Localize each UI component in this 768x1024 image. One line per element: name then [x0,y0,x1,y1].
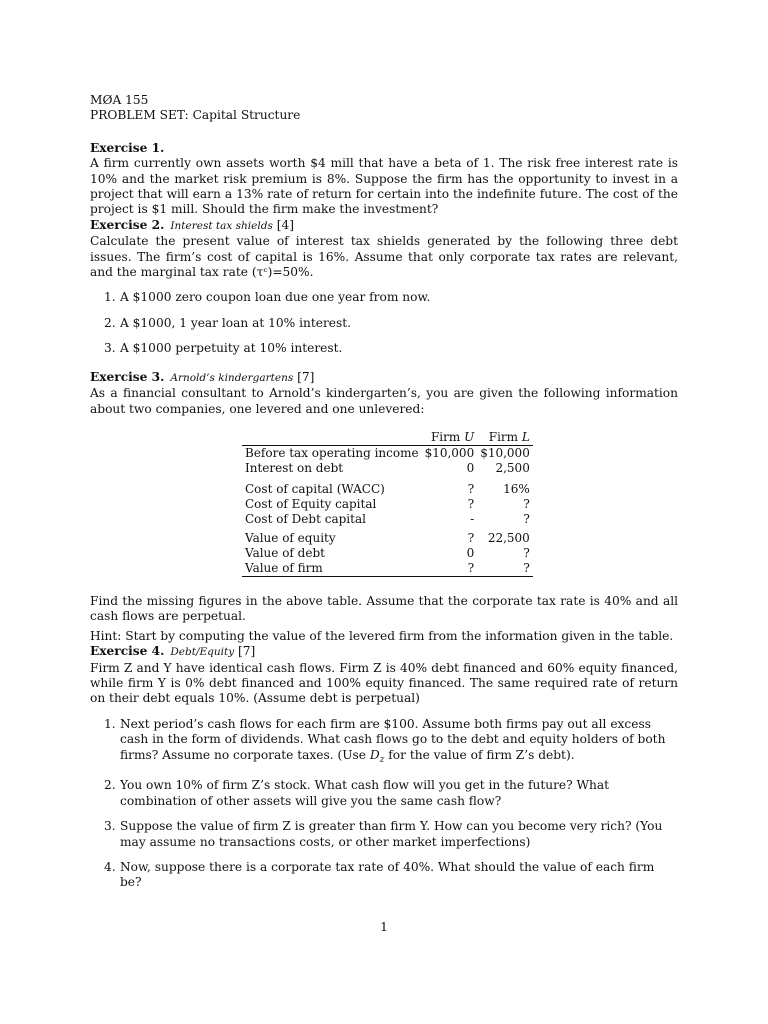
exercise-3-hint: Hint: Start by computing the value of the levered firm from the information given in the table. [90,628,674,643]
exercise-3-title: Exercise 3. [90,369,165,384]
list-item: 1. Next period’s cash flows for each firm are $100. Assume both firms pay out all excess cash in the form of dividends. What cash flows go to the debt and equity holders of both firms? Assume no corporate taxes. (Use $D_z$ for the value of firm Z’s debt). [104,716,666,765]
exercise-2-text: Calculate the present value of interest tax shields generated by the following three debt issues. The firm’s cost of capital is 16%. Assume that only corporate tax rates are relevant, and the marginal tax rate (τᶜ)=50%. [90,234,678,280]
table-row: Value of debt 0 ? [245,545,530,560]
exercise-3-points: [7] [297,369,315,384]
exercise-4-text: Firm Z and Y have identical cash flows. Firm Z is 40% debt financed and 60% equity financed, while firm Y is 0% debt financed and 100% equity financed. The same required rate of return on their debt equals 10%. (Assume debt is perpetual) [90,660,678,706]
exercise-3 [90,370,678,644]
list-item: 3. A $1000 perpetuity at 10% interest. [104,341,343,356]
exercise-4-subtitle: Debt/Equity [170,646,235,659]
list-item: 4. Now, suppose there is a corporate tax rate of 40%. What should the value of each firm be? [104,860,655,890]
page-number: 1 [380,920,388,934]
exercise-2-subtitle: Interest tax shields [170,219,273,232]
exercise-3-subtitle: Arnold’s kindergartens [170,371,294,384]
table-row: Cost of Equity capital ? ? [245,496,530,511]
exercise-4-list [90,717,678,891]
exercise-4-title: Exercise 4. [90,644,165,659]
table-row: Before tax operating income $10,000 $10,000 [245,445,530,460]
document-title: PROBLEM SET: Capital Structure [90,108,301,123]
table-header-blank [242,430,422,446]
table-row: Value of equity ? 22,500 [245,530,530,545]
exercise-2-points: [4] [276,217,294,232]
exercise-4-points: [7] [238,644,256,659]
table-header-firm-l: Firm L [488,429,530,444]
list-item: 2. You own 10% of firm Z’s stock. What cash flow will you get in the future? What combination of other assets will give you the same cash flow? [104,778,610,808]
exercise-2 [90,218,678,357]
exercise-1-text: A firm currently own assets worth $4 mill that have a beta of 1. The risk free interest rate is 10% and the market risk premium is 8%. Suppose the firm has the opportunity to invest in a project that will earn a 13% rate of return for certain into the indefinite future. The cost of the project is $1 mill. Should the firm make the investment? [90,156,678,217]
exercise-2-list [90,290,678,356]
exercise-2-title: Exercise 2. [90,217,165,232]
firm-table [242,430,533,577]
table-row: Cost of capital (WACC) ? 16% [245,481,530,496]
list-item: 1. A $1000 zero coupon loan due one year from now. [104,290,431,305]
exercise-4 [90,644,678,891]
exercise-1 [90,141,678,218]
list-item: 3. Suppose the value of firm Z is greater than firm Y. How can you become very rich? (You may assume no transactions costs, or other market imperfections) [104,819,663,849]
document-body [90,93,678,891]
exercise-3-instructions: Find the missing figures in the above table. Assume that the corporate tax rate is 40% and all cash flows are perpetual. [90,593,678,624]
exercise-3-text: As a financial consultant to Arnold’s kindergarten’s, you are given the following information about two companies, one levered and one unlevered: [90,386,678,416]
exercise-1-title: Exercise 1. [90,140,165,155]
course-code: MØA 155 [90,93,149,107]
table-row: Cost of Debt capital - ? [245,511,530,526]
table-row: Interest on debt 0 2,500 [245,460,530,475]
list-item: 2. A $1000, 1 year loan at 10% interest. [104,315,352,330]
table-header-firm-u: Firm U [430,429,475,444]
table-row: Value of firm ? ? [242,561,533,577]
